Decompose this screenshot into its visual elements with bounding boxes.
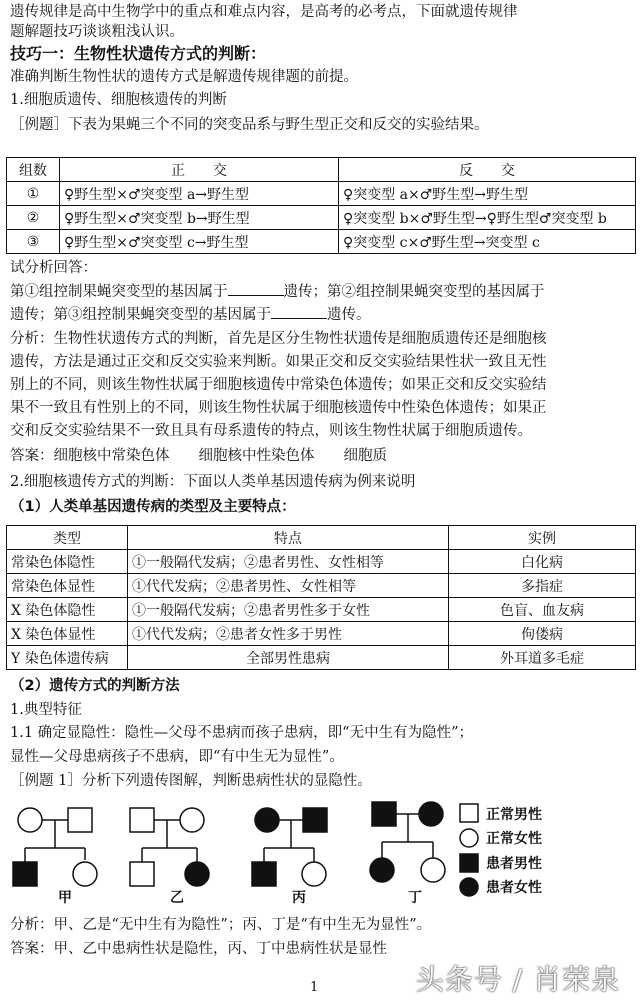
pedigree-legend [460,804,478,896]
answer-1: 答案：细胞核中常染色体 细胞核中性染色体 细胞质 [10,448,387,464]
rule-dominant: 显性—父母患病孩子不患病，即“有中生无为显性”。 [10,749,344,765]
table-cell: 佝偻病 [449,622,636,646]
pedigree-label: 丁 [408,890,422,906]
affected-female-symbol [370,858,394,882]
table-cell: 白化病 [449,550,636,574]
normal-female-symbol [421,858,445,882]
table-cell: 多指症 [449,574,636,598]
section1-title: 1.细胞质遗传、细胞核遗传的判断 [10,92,227,108]
table-cell: ♀突变型 a×♂野生型→野生型 [339,182,636,206]
affected-male-symbol [303,808,327,832]
legend-affected-female-icon [460,878,478,896]
pedigree-bing [252,808,327,886]
normal-female-symbol [18,808,42,832]
table-cell: 全部男性患病 [128,646,449,670]
table-cell: ♀突变型 c×♂野生型→突变型 c [339,230,636,254]
example1-text: ［例题］下表为果蝇三个不同的突变品系与野生型正交和反交的实验结果。 [10,117,489,133]
table-header-cell: 类型 [7,526,128,550]
subsection1-title: （1）人类单基因遗传病的类型及主要特点： [10,499,296,515]
table-cell: Y 染色体遗传病 [7,646,128,670]
table-header-cell: 组数 [7,158,60,182]
analysis-line: 遗传，方法是通过正交和反交实验来判断。如果正交和反交实验结果性状一致且无性 [10,354,547,370]
legend-affected-male-icon [460,854,478,872]
table-cell: X 染色体隐性 [7,598,128,622]
table-cell: ♀野生型×♂突变型 b→野生型 [60,206,339,230]
table-cell: ③ [7,230,60,254]
table-cell: 色盲、血友病 [449,598,636,622]
affected-female-symbol [419,802,443,826]
legend-normal-male-icon [460,804,478,822]
table-row [7,182,636,206]
table-row [7,622,636,646]
table-header-cell: 正 交 [60,158,339,182]
section2-title: 2.细胞核遗传方式的判断：下面以人类单基因遗传病为例来说明 [10,474,416,490]
answer-blank [271,304,327,319]
pedigree-diagrams [10,800,630,910]
table-row [7,230,636,254]
tip1-text: 准确判断生物性状的遗传方式是解遗传规律题的前提。 [10,69,358,85]
normal-female-symbol [73,862,97,886]
question-line-2 [10,304,632,325]
table-row [7,574,636,598]
normal-male-symbol [130,862,154,886]
table-cell: ①一般隔代发病；②患者男性、女性相等 [128,550,449,574]
pedigree-jia [13,808,97,886]
genetic-disease-table [6,525,636,670]
table-header-cell: 特点 [128,526,449,550]
question-text: 第①组控制果蝇突变型的基因属于 [10,284,228,300]
table-header-cell: 实例 [449,526,636,550]
example2-text: ［例题 1］分析下列遗传图解，判断患病性状的显隐性。 [10,773,372,789]
question-line-1 [10,281,632,302]
subsection2-title: （2）遗传方式的判断方法 [10,678,180,694]
rule-recessive: 1.1 确定显隐性：隐性—父母不患病而孩子患病，即“无中生有为隐性”； [10,725,473,741]
pedigree-label: 丙 [292,890,306,906]
affected-male-symbol [13,862,37,886]
question-text: 遗传；第③组控制果蝇突变型的基因属于 [10,307,271,323]
answer-2: 答案：甲、乙中患病性状是隐性，丙、丁中患病性状是显性 [10,941,387,957]
affected-female-symbol [185,862,209,886]
normal-female-symbol [302,862,326,886]
legend-label: 患者女性 [486,880,542,896]
affected-female-symbol [255,808,279,832]
try-analyze: 试分析回答： [10,260,97,276]
table-cell: ♀野生型×♂突变型 a→野生型 [60,182,339,206]
table-cell: ② [7,206,60,230]
table-row [7,206,636,230]
pedigree-ding [370,802,445,882]
table-cell: X 染色体显性 [7,622,128,646]
legend-label: 正常男性 [486,807,542,823]
analysis-line: 分析：生物性状遗传方式的判断，首先是区分生物性状遗传是细胞质遗传还是细胞核 [10,331,547,347]
pedigree-yi [130,808,209,886]
intro-line-2: 题解题技巧谈谈粗浅认识。 [10,24,184,40]
table-cell: 常染色体隐性 [7,550,128,574]
analysis-line: 交和反交实验结果不一致且具有母系遗传的特点，则该生物性状属于细胞质遗传。 [10,423,532,439]
pedigree-label: 乙 [170,890,184,906]
normal-male-symbol [130,808,154,832]
table-cell: ①代代发病；②患者男性、女性相等 [128,574,449,598]
table-cell: ♀突变型 b×♂野生型→♀野生型♂突变型 b [339,206,636,230]
table-row [7,646,636,670]
analysis-2: 分析：甲、乙是“无中生有为隐性”；丙、丁是“有中生无为显性”。 [10,917,432,933]
question-text: 遗传；第②组控制果蝇突变型的基因属于 [283,284,545,300]
table-row [7,550,636,574]
tip1-title: 技巧一：生物性状遗传方式的判断： [10,44,267,63]
analysis-line: 果不一致且有性别上的不同，则该生物性状属于细胞核遗传中性染色体遗传；如果正 [10,400,547,416]
affected-male-symbol [252,862,276,886]
table-header-row [7,158,636,182]
table-row [7,598,636,622]
normal-male-symbol [68,808,92,832]
cross-results-table [6,157,636,254]
table-cell: 常染色体显性 [7,574,128,598]
watermark: 头条号 / 肖荣泉 [415,963,620,996]
table-cell: ① [7,182,60,206]
table-cell: ①一般隔代发病；②患者男性多于女性 [128,598,449,622]
legend-normal-female-icon [460,829,478,847]
analysis-line: 别上的不同，则该生物性状属于细胞核遗传中常染色体遗传；如果正交和反交实验结 [10,377,547,393]
legend-label: 患者男性 [486,856,542,872]
affected-male-symbol [372,802,396,826]
page-number: 1 [310,980,319,995]
table-cell: 外耳道多毛症 [449,646,636,670]
question-text: 遗传。 [327,307,371,323]
normal-female-symbol [180,808,204,832]
intro-line-1: 遗传规律是高中生物学中的重点和难点内容，是高考的必考点，下面就遗传规律 [10,4,518,20]
answer-blank [228,281,284,296]
table-header-row [7,526,636,550]
pedigree-label: 甲 [58,890,72,906]
table-header-cell: 反 交 [339,158,636,182]
typical-features: 1.典型特征 [10,702,82,718]
table-cell: ①代代发病；②患者女性多于男性 [128,622,449,646]
table-cell: ♀野生型×♂突变型 c→野生型 [60,230,339,254]
legend-label: 正常女性 [486,831,542,847]
